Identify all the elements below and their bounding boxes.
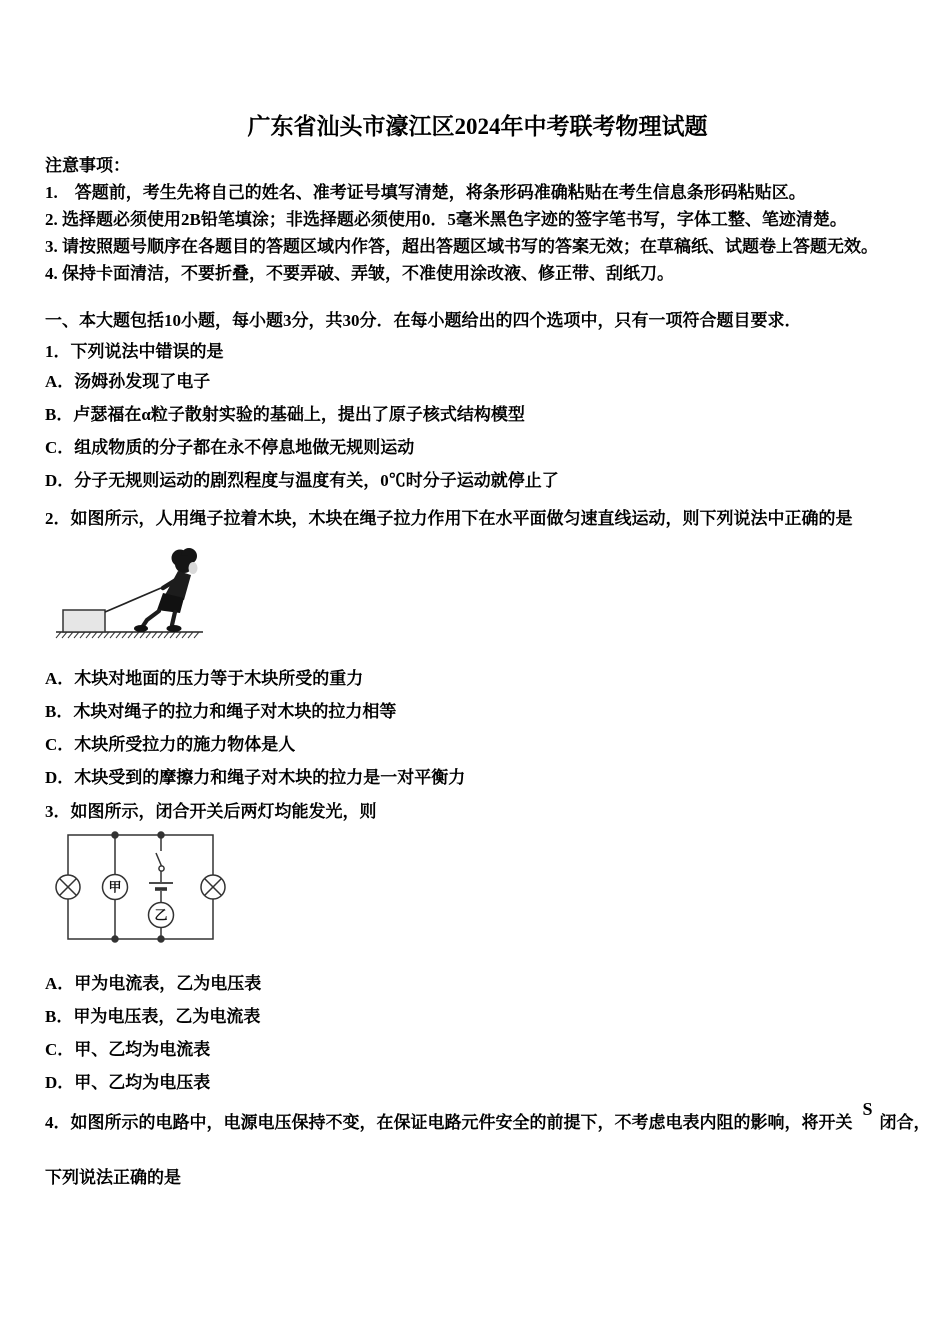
question-2-stem: 2．如图所示，人用绳子拉着木块，木块在绳子拉力作用下在水平面做匀速直线运动，则下列说法中正确的是 xyxy=(45,509,853,528)
question-3-option-c: C．甲、乙均为电流表 xyxy=(45,1040,211,1059)
notice-header: 注意事项： xyxy=(45,156,130,175)
question-3-option-a: A．甲为电流表，乙为电压表 xyxy=(45,974,262,993)
notice-item-3: 3. 请按照题号顺序在各题目的答题区域内作答，超出答题区域书写的答案无效；在草稿纸、试题卷上答题无效。 xyxy=(45,237,878,256)
person-front-leg xyxy=(172,612,175,625)
notice-item-2: 2. 选择题必须使用2B铅笔填涂；非选择题必须使用0．5毫米黑色字迹的签字笔书写，字体工整、笔迹清楚。 xyxy=(45,210,847,229)
wooden-block xyxy=(63,610,105,632)
question-3-stem: 3．如图所示，闭合开关后两灯均能发光，则 xyxy=(45,802,377,821)
question-4-stem-line-1 xyxy=(45,1099,931,1136)
person-front-shoe xyxy=(167,625,182,632)
question-3-option-d: D．甲、乙均为电压表 xyxy=(45,1073,211,1092)
page-title: 广东省汕头市濠江区2024年中考联考物理试题 xyxy=(247,114,708,139)
question-4-stem-suffix: 闭合， xyxy=(879,1113,931,1132)
question-1-option-b: B．卢瑟福在α粒子散射实验的基础上，提出了原子核式结构模型 xyxy=(45,405,525,424)
question-2-option-c: C．木块所受拉力的施力物体是人 xyxy=(45,735,296,754)
switch-icon xyxy=(156,853,162,866)
meter-yi-label: 乙 xyxy=(154,907,168,923)
question-1-option-a: A．汤姆孙发现了电子 xyxy=(45,372,211,391)
switch-terminal xyxy=(159,866,164,871)
question-2-option-a: A．木块对地面的压力等于木块所受的重力 xyxy=(45,669,364,688)
person-figure xyxy=(134,548,198,632)
junction-dot xyxy=(158,832,164,838)
notice-item-1: 1. 答题前，考生先将自己的姓名、准考证号填写清楚，将条形码准确粘贴在考生信息条形码粘贴区。 xyxy=(45,183,806,202)
junction-dot xyxy=(112,832,118,838)
meter-jia-label: 甲 xyxy=(108,879,122,895)
figure-circuit-diagram xyxy=(53,827,910,947)
rope-line xyxy=(105,588,161,612)
notice-item-4: 4. 保持卡面清洁，不要折叠，不要弄破、弄皱，不准使用涂改液、修正带、刮纸刀。 xyxy=(45,264,674,283)
question-4-stem-prefix: 4．如图所示的电路中，电源电压保持不变，在保证电路元件安全的前提下，不考虑电表内阻的影响，将开关 xyxy=(45,1113,853,1132)
section-one-header: 一、本大题包括10小题，每小题3分，共30分．在每小题给出的四个选项中，只有一项符合题目要求． xyxy=(45,311,802,330)
junction-dot xyxy=(112,936,118,942)
circuit-loop xyxy=(68,835,213,939)
question-4-stem-line-2: 下列说法正确的是 xyxy=(45,1168,181,1187)
person-rear-leg xyxy=(143,611,159,626)
question-3-option-b: B．甲为电压表，乙为电流表 xyxy=(45,1007,261,1026)
figure-boy-pulling-block xyxy=(53,540,910,640)
junction-dot xyxy=(158,936,164,942)
person-face xyxy=(189,562,198,574)
question-1-option-d: D．分子无规则运动的剧烈程度与温度有关，0℃时分子运动就停止了 xyxy=(45,471,559,490)
question-1-option-c: C．组成物质的分子都在永不停息地做无规则运动 xyxy=(45,438,415,457)
switch-label: S xyxy=(862,1099,873,1119)
person-rear-shoe xyxy=(134,625,148,632)
question-2-option-d: D．木块受到的摩擦力和绳子对木块的拉力是一对平衡力 xyxy=(45,768,466,787)
ground-hatching xyxy=(56,632,199,638)
question-1-stem: 1．下列说法中错误的是 xyxy=(45,342,224,361)
question-2-option-b: B．木块对绳子的拉力和绳子对木块的拉力相等 xyxy=(45,702,397,721)
